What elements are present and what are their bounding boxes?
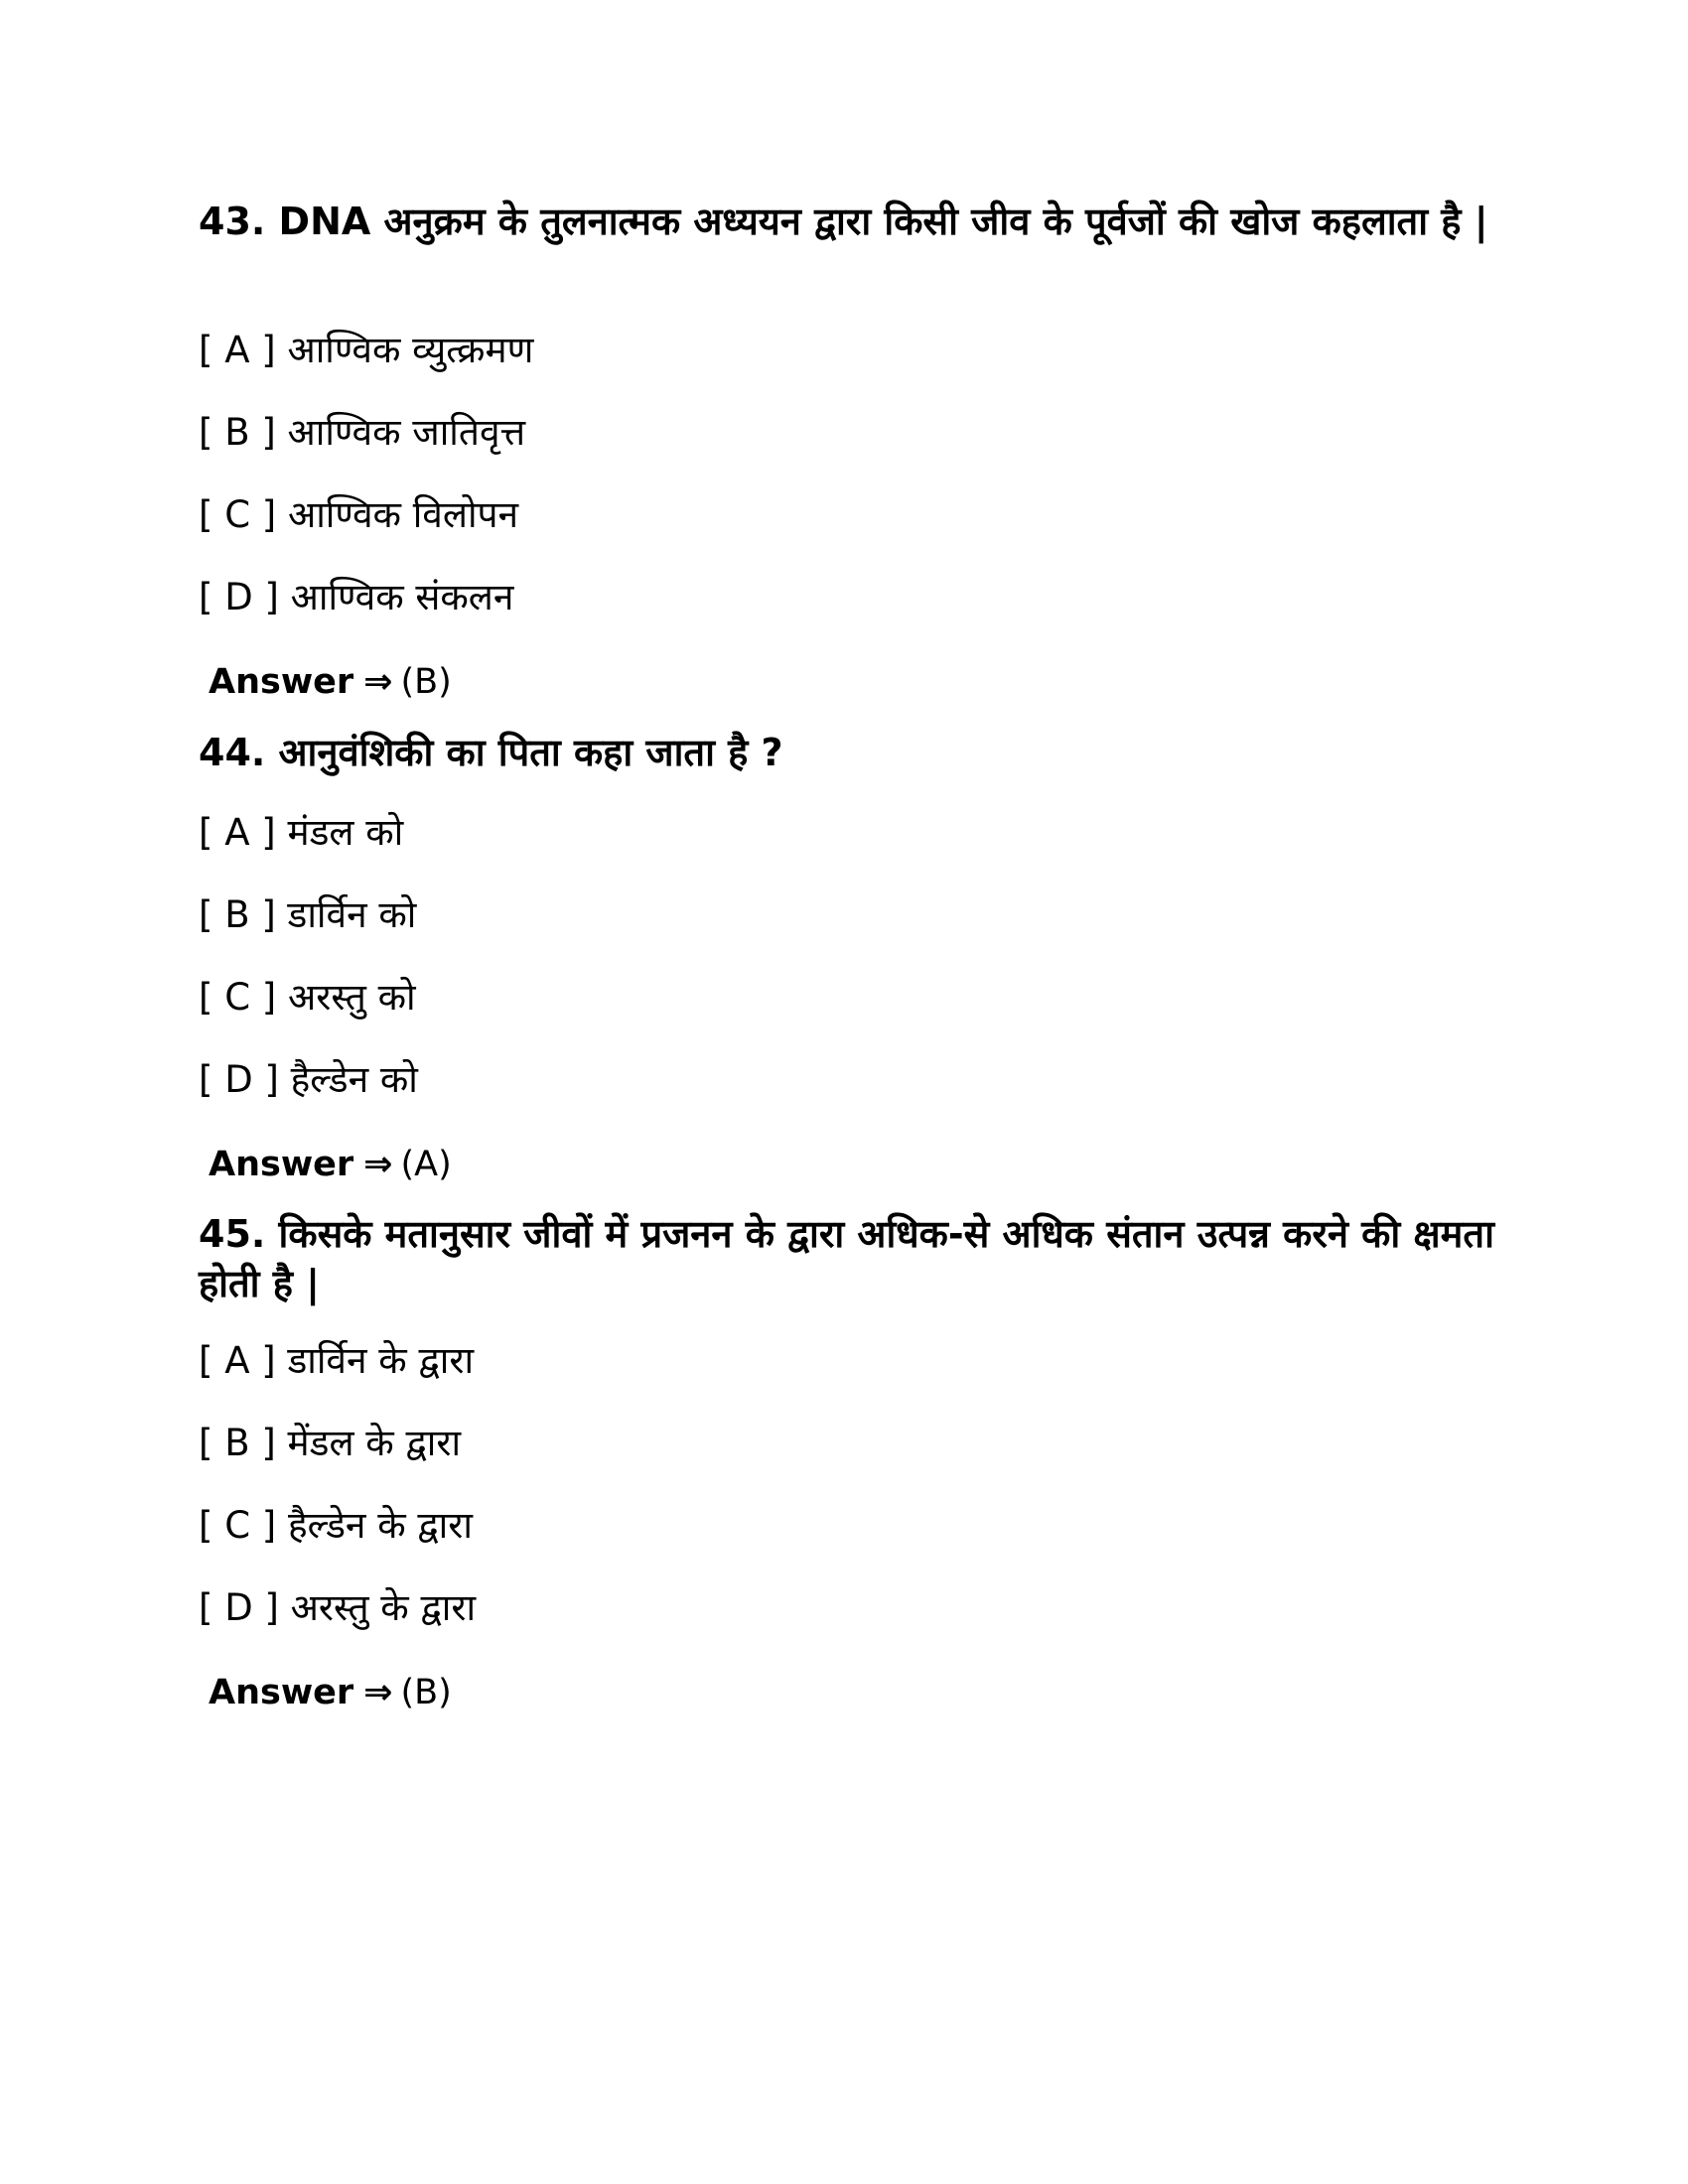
question-43-text: 43. DNA अनुक्रम के तुलनात्मक अध्ययन द्वारा किसी जीव के पूर्वजों की खोज कहलाता है | [199,200,1488,243]
question-44-option-b: [ B ] डार्विन को [199,893,417,936]
question-45-option-a: [ A ] डार्विन के द्वारा [199,1339,475,1382]
question-43-option-c: [ C ] आण्विक विलोपन [199,493,519,536]
question-44-option-c: [ C ] अरस्तु को [199,976,416,1019]
answer-label: Answer [209,662,354,702]
question-43-answer [209,657,452,707]
question-45-option-c: [ C ] हैल्डेन के द्वारा [199,1504,473,1547]
question-44-option-a: [ A ] मंडल को [199,811,404,854]
question-43-option-d: [ D ] आण्विक संकलन [199,576,514,618]
question-45-text: 45. किसके मतानुसार जीवों में प्रजनन के द्वारा अधिक-से अधिक संतान उत्पन्न करने की क्षमता होती है | [199,1212,1494,1305]
answer-arrow-icon: ⇒ [363,1673,393,1712]
question-43-option-b: [ B ] आण्विक जातिवृत्त [199,411,526,454]
question-44-option-d: [ D ] हैल्डेन को [199,1058,418,1101]
answer-value: (A) [400,1145,452,1184]
answer-value: (B) [400,1673,452,1712]
answer-arrow-icon: ⇒ [363,1145,393,1184]
question-43-option-a: [ A ] आण्विक व्युत्क्रमण [199,329,534,371]
answer-arrow-icon: ⇒ [363,662,393,702]
question-44-text: 44. आनुवंशिकी का पिता कहा जाता है ? [199,731,783,774]
question-45-option-d: [ D ] अरस्तु के द्वारा [199,1586,477,1629]
question-45-answer [209,1668,452,1717]
answer-label: Answer [209,1673,354,1712]
answer-value: (B) [400,662,452,702]
question-44-answer [209,1140,452,1189]
answer-label: Answer [209,1145,354,1184]
question-45-option-b: [ B ] मेंडल के द्वारा [199,1422,462,1464]
